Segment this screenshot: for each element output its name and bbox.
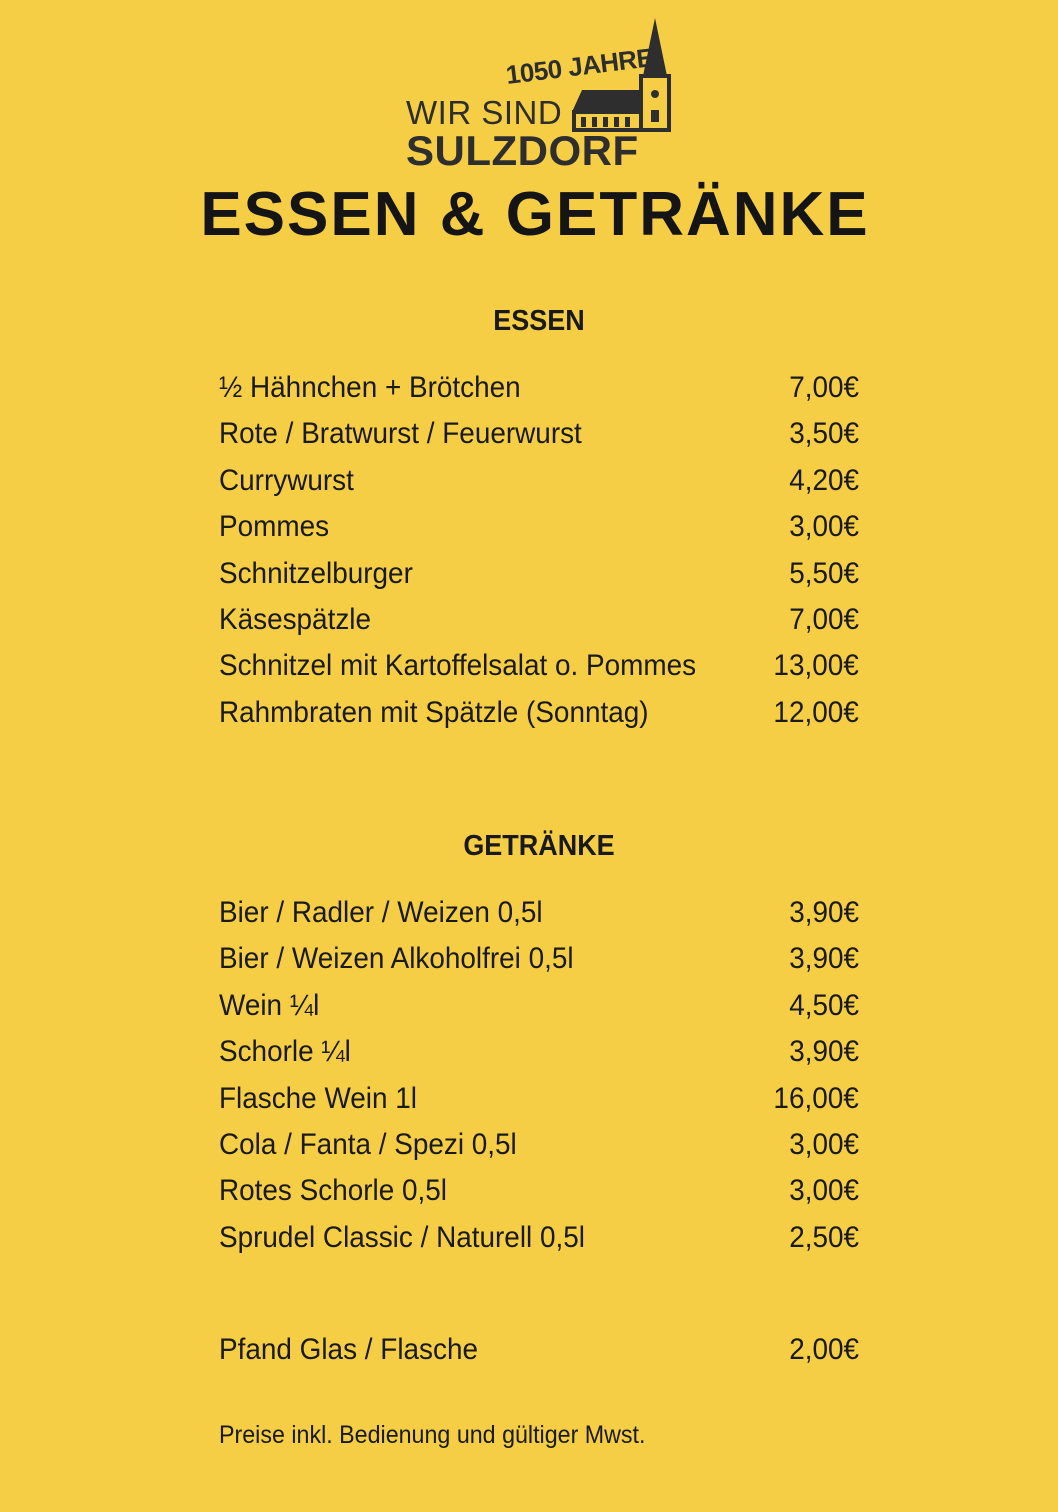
item-price: 4,20€ — [789, 463, 859, 497]
item-price: 16,00€ — [773, 1081, 859, 1115]
menu-item — [219, 510, 859, 556]
page-title: ESSEN & GETRÄNKE — [200, 180, 870, 249]
menu-item-pfand — [219, 1333, 859, 1379]
item-name: Schorle ¼l — [219, 1035, 351, 1069]
item-name: Pfand Glas / Flasche — [219, 1333, 478, 1366]
item-price: 13,00€ — [773, 649, 859, 683]
item-price: 2,00€ — [789, 1333, 859, 1366]
item-name: Pommes — [219, 510, 330, 544]
menu-item — [219, 464, 859, 510]
essen-list — [219, 371, 859, 742]
item-name: Bier / Radler / Weizen 0,5l — [219, 896, 543, 929]
menu-item — [219, 1128, 859, 1174]
menu-item — [219, 989, 859, 1035]
item-price: 7,00€ — [789, 371, 859, 404]
item-price: 3,00€ — [789, 1127, 859, 1161]
menu-item — [219, 1174, 859, 1220]
item-name: Flasche Wein 1l — [219, 1081, 417, 1115]
price-footnote: Preise inkl. Bedienung und gültiger Mwst. — [219, 1421, 646, 1449]
menu-item — [219, 557, 859, 603]
section-heading-essen: ESSEN — [493, 305, 585, 337]
getraenke-list — [219, 896, 859, 1267]
item-name: Bier / Weizen Alkoholfrei 0,5l — [219, 942, 574, 976]
item-price: 3,00€ — [789, 510, 859, 544]
item-name: Cola / Fanta / Spezi 0,5l — [219, 1127, 517, 1161]
menu-item — [219, 603, 859, 649]
item-price: 3,00€ — [789, 1174, 859, 1208]
menu-item — [219, 896, 859, 942]
logo-wir-sind: WIR SIND — [406, 94, 563, 131]
item-price: 2,50€ — [789, 1220, 859, 1254]
menu-item — [219, 1035, 859, 1081]
pfand-list — [219, 1333, 859, 1379]
menu-item — [219, 942, 859, 988]
item-name: Schnitzel mit Kartoffelsalat o. Pommes — [219, 649, 697, 683]
section-heading-getraenke: GETRÄNKE — [463, 830, 615, 862]
item-name: Currywurst — [219, 463, 354, 497]
menu-item — [219, 371, 859, 417]
item-price: 5,50€ — [789, 556, 859, 590]
item-name: Rotes Schorle 0,5l — [219, 1174, 447, 1208]
item-price: 3,90€ — [789, 942, 859, 976]
item-name: Rote / Bratwurst / Feuerwurst — [219, 417, 582, 451]
menu-item — [219, 1221, 859, 1267]
item-price: 12,00€ — [773, 695, 859, 729]
item-price: 4,50€ — [789, 988, 859, 1022]
logo — [400, 14, 680, 174]
logo-sulzdorf: SULZDORF — [406, 127, 639, 174]
item-name: Sprudel Classic / Naturell 0,5l — [219, 1220, 585, 1254]
item-name: Schnitzelburger — [219, 556, 413, 590]
item-price: 3,90€ — [789, 1035, 859, 1069]
item-price: 7,00€ — [789, 602, 859, 636]
item-name: ½ Hähnchen + Brötchen — [219, 371, 521, 404]
item-price: 3,50€ — [789, 417, 859, 451]
menu-item — [219, 417, 859, 463]
item-name: Rahmbraten mit Spätzle (Sonntag) — [219, 695, 649, 729]
menu-item — [219, 696, 859, 742]
item-name: Käsespätzle — [219, 602, 371, 636]
item-name: Wein ¼l — [219, 988, 320, 1022]
logo-anniversary-text: 1050 JAHRE — [504, 42, 655, 91]
item-price: 3,90€ — [789, 896, 859, 929]
menu-item — [219, 1082, 859, 1128]
menu-item — [219, 649, 859, 695]
